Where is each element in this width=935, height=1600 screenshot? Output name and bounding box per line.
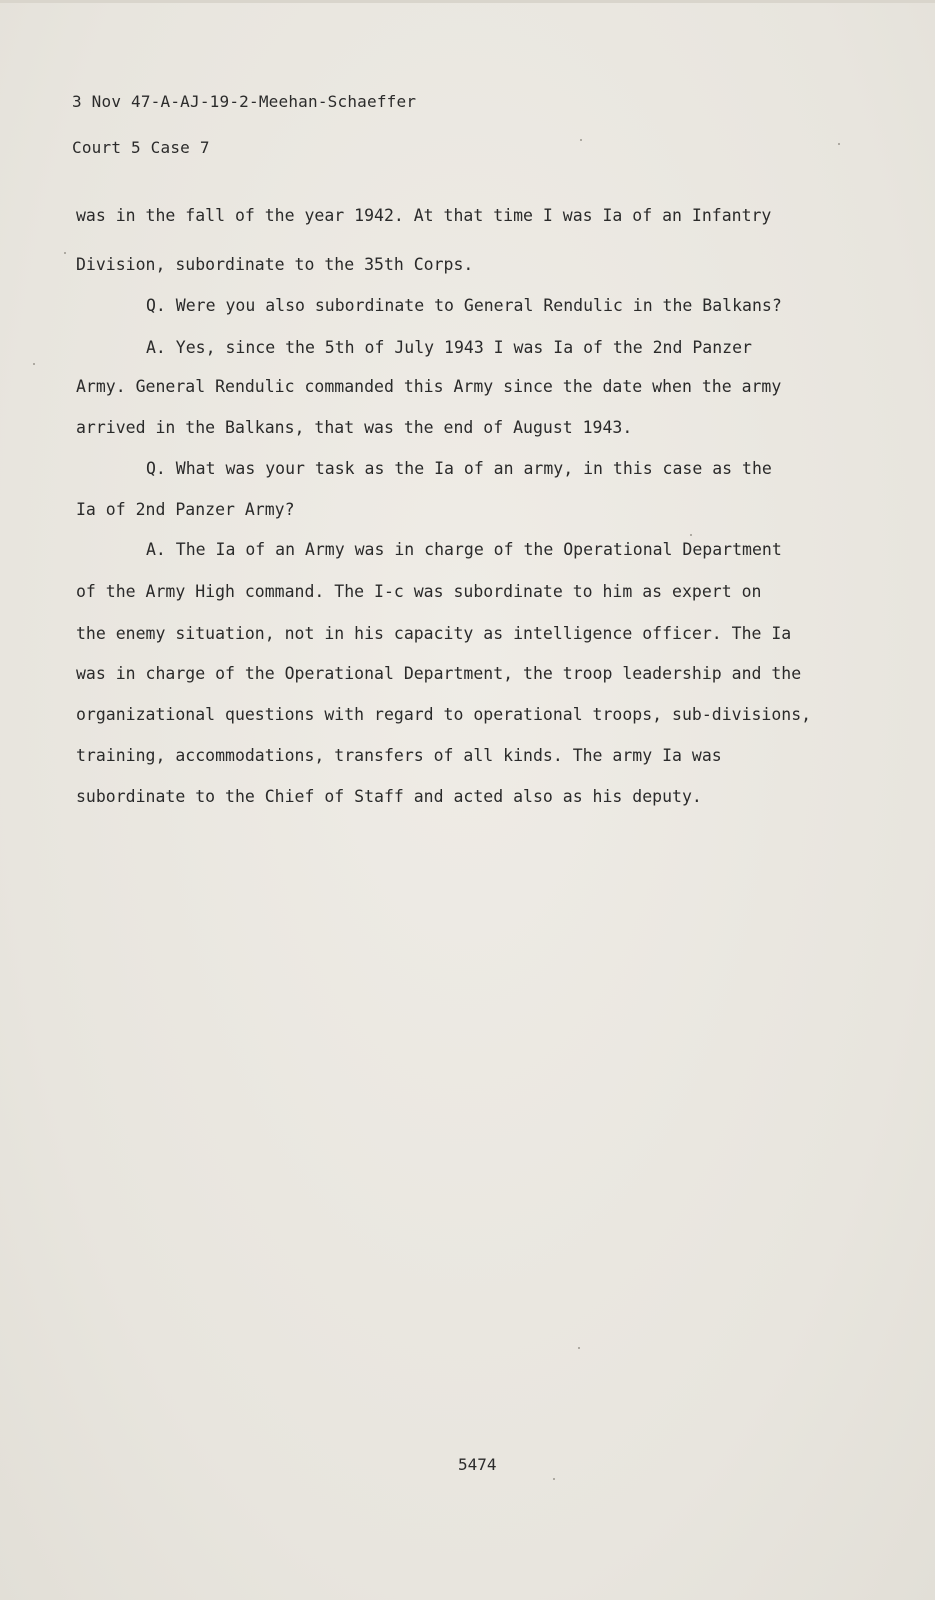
paper-speck: [64, 252, 66, 254]
answer-line: A. The Ia of an Army was in charge of the Operational Department: [146, 540, 782, 559]
paper-speck: [690, 534, 692, 536]
question-line: Q. Were you also subordinate to General Rendulic in the Balkans?: [146, 296, 782, 315]
text-line: of the Army High command. The I-c was subordinate to him as expert on: [76, 582, 762, 601]
text-line: was in the fall of the year 1942. At that time I was Ia of an Infantry: [76, 206, 772, 225]
page-number: 5474: [458, 1455, 497, 1474]
text-line: Division, subordinate to the 35th Corps.: [76, 255, 474, 274]
text-line: was in charge of the Operational Department, the troop leadership and the: [76, 664, 802, 683]
text-line: arrived in the Balkans, that was the end of August 1943.: [76, 418, 633, 437]
text-line: Ia of 2nd Panzer Army?: [76, 500, 295, 519]
paper-speck: [553, 1478, 555, 1480]
text-line: training, accommodations, transfers of all kinds. The army Ia was: [76, 746, 722, 765]
paper-speck: [33, 363, 35, 365]
answer-line: A. Yes, since the 5th of July 1943 I was Ia of the 2nd Panzer: [146, 338, 752, 357]
paper-speck: [838, 143, 840, 145]
question-line: Q. What was your task as the Ia of an army, in this case as the: [146, 459, 772, 478]
page-top-edge: [0, 0, 935, 3]
text-line: subordinate to the Chief of Staff and acted also as his deputy.: [76, 787, 702, 806]
paper-speck: [578, 1347, 580, 1349]
court-case-label: Court 5 Case 7: [72, 138, 210, 157]
text-line: organizational questions with regard to operational troops, sub-divisions,: [76, 705, 812, 724]
text-line: Army. General Rendulic commanded this Army since the date when the army: [76, 377, 782, 396]
document-reference: 3 Nov 47-A-AJ-19-2-Meehan-Schaeffer: [72, 92, 417, 111]
paper-speck: [580, 139, 582, 141]
text-line: the enemy situation, not in his capacity as intelligence officer. The Ia: [76, 624, 792, 643]
